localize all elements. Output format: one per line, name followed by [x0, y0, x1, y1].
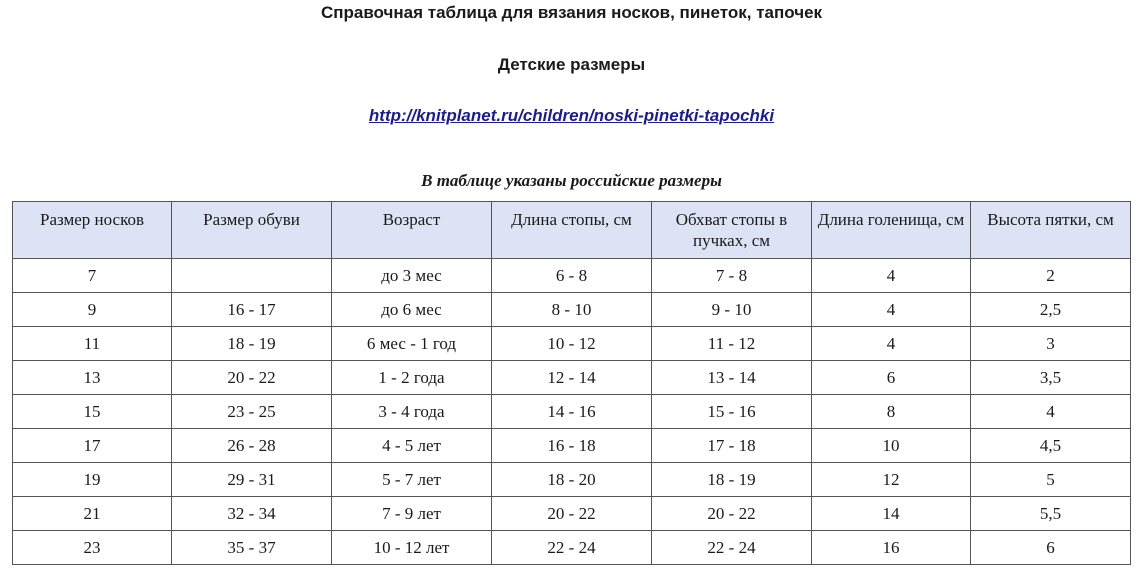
cell-age: 3 - 4 года — [332, 395, 492, 429]
cell-foot-length: 6 - 8 — [492, 259, 652, 293]
cell-foot-girth: 11 - 12 — [652, 327, 812, 361]
page-subtitle: Детские размеры — [497, 55, 646, 74]
cell-foot-girth: 18 - 19 — [652, 463, 812, 497]
cell-foot-girth: 17 - 18 — [652, 429, 812, 463]
col-header-heel-height: Высота пятки, см — [971, 202, 1131, 259]
table-body — [13, 259, 1131, 565]
table-row — [13, 327, 1131, 361]
cell-sock-size: 9 — [13, 293, 172, 327]
cell-sock-size: 13 — [13, 361, 172, 395]
cell-shoe-size: 35 - 37 — [172, 531, 332, 565]
cell-shoe-size: 16 - 17 — [172, 293, 332, 327]
cell-foot-length: 20 - 22 — [492, 497, 652, 531]
table-row — [13, 531, 1131, 565]
source-link-wrapper — [0, 106, 1143, 126]
col-header-shoe-size: Размер обуви — [172, 202, 332, 259]
cell-sock-size: 21 — [13, 497, 172, 531]
col-header-age: Возраст — [332, 202, 492, 259]
cell-foot-girth: 15 - 16 — [652, 395, 812, 429]
cell-leg-length: 10 — [812, 429, 971, 463]
cell-age: 7 - 9 лет — [332, 497, 492, 531]
cell-leg-length: 14 — [812, 497, 971, 531]
cell-foot-length: 22 - 24 — [492, 531, 652, 565]
cell-foot-length: 16 - 18 — [492, 429, 652, 463]
cell-age: до 6 мес — [332, 293, 492, 327]
cell-shoe-size: 18 - 19 — [172, 327, 332, 361]
cell-shoe-size: 26 - 28 — [172, 429, 332, 463]
col-header-foot-girth: Обхват стопы в пучках, см — [652, 202, 812, 259]
cell-heel-height: 2,5 — [971, 293, 1131, 327]
cell-sock-size: 17 — [13, 429, 172, 463]
cell-leg-length: 4 — [812, 259, 971, 293]
cell-heel-height: 4,5 — [971, 429, 1131, 463]
col-header-foot-length: Длина стопы, см — [492, 202, 652, 259]
cell-foot-girth: 20 - 22 — [652, 497, 812, 531]
cell-foot-girth: 9 - 10 — [652, 293, 812, 327]
table-row — [13, 259, 1131, 293]
cell-shoe-size: 23 - 25 — [172, 395, 332, 429]
source-link[interactable]: http://knitplanet.ru/children/noski-pinetki-tapochki — [368, 106, 775, 125]
cell-leg-length: 12 — [812, 463, 971, 497]
table-row — [13, 497, 1131, 531]
cell-sock-size: 15 — [13, 395, 172, 429]
cell-age: до 3 мес — [332, 259, 492, 293]
table-row — [13, 395, 1131, 429]
page-title: Справочная таблица для вязания носков, пинеток, тапочек — [320, 3, 823, 22]
cell-shoe-size: 32 - 34 — [172, 497, 332, 531]
cell-heel-height: 5 — [971, 463, 1131, 497]
cell-age: 1 - 2 года — [332, 361, 492, 395]
cell-leg-length: 4 — [812, 327, 971, 361]
col-header-leg-length: Длина голенища, см — [812, 202, 971, 259]
cell-sock-size: 11 — [13, 327, 172, 361]
cell-sock-size: 23 — [13, 531, 172, 565]
table-caption: В таблице указаны российские размеры — [421, 171, 722, 190]
cell-foot-girth: 7 - 8 — [652, 259, 812, 293]
cell-leg-length: 4 — [812, 293, 971, 327]
table-row — [13, 429, 1131, 463]
cell-heel-height: 3 — [971, 327, 1131, 361]
cell-age: 6 мес - 1 год — [332, 327, 492, 361]
cell-sock-size: 19 — [13, 463, 172, 497]
cell-shoe-size — [172, 259, 332, 293]
cell-heel-height: 6 — [971, 531, 1131, 565]
cell-age: 5 - 7 лет — [332, 463, 492, 497]
table-row — [13, 361, 1131, 395]
cell-leg-length: 16 — [812, 531, 971, 565]
cell-heel-height: 3,5 — [971, 361, 1131, 395]
cell-foot-length: 12 - 14 — [492, 361, 652, 395]
cell-shoe-size: 29 - 31 — [172, 463, 332, 497]
cell-foot-length: 10 - 12 — [492, 327, 652, 361]
cell-heel-height: 2 — [971, 259, 1131, 293]
cell-age: 10 - 12 лет — [332, 531, 492, 565]
cell-foot-girth: 22 - 24 — [652, 531, 812, 565]
cell-age: 4 - 5 лет — [332, 429, 492, 463]
cell-leg-length: 6 — [812, 361, 971, 395]
table-row — [13, 293, 1131, 327]
cell-sock-size: 7 — [13, 259, 172, 293]
cell-foot-length: 18 - 20 — [492, 463, 652, 497]
cell-heel-height: 4 — [971, 395, 1131, 429]
cell-heel-height: 5,5 — [971, 497, 1131, 531]
cell-shoe-size: 20 - 22 — [172, 361, 332, 395]
cell-leg-length: 8 — [812, 395, 971, 429]
col-header-sock-size: Размер носков — [13, 202, 172, 259]
table-header-row — [13, 202, 1131, 259]
table-row — [13, 463, 1131, 497]
cell-foot-length: 8 - 10 — [492, 293, 652, 327]
cell-foot-length: 14 - 16 — [492, 395, 652, 429]
cell-foot-girth: 13 - 14 — [652, 361, 812, 395]
size-table — [12, 201, 1131, 565]
